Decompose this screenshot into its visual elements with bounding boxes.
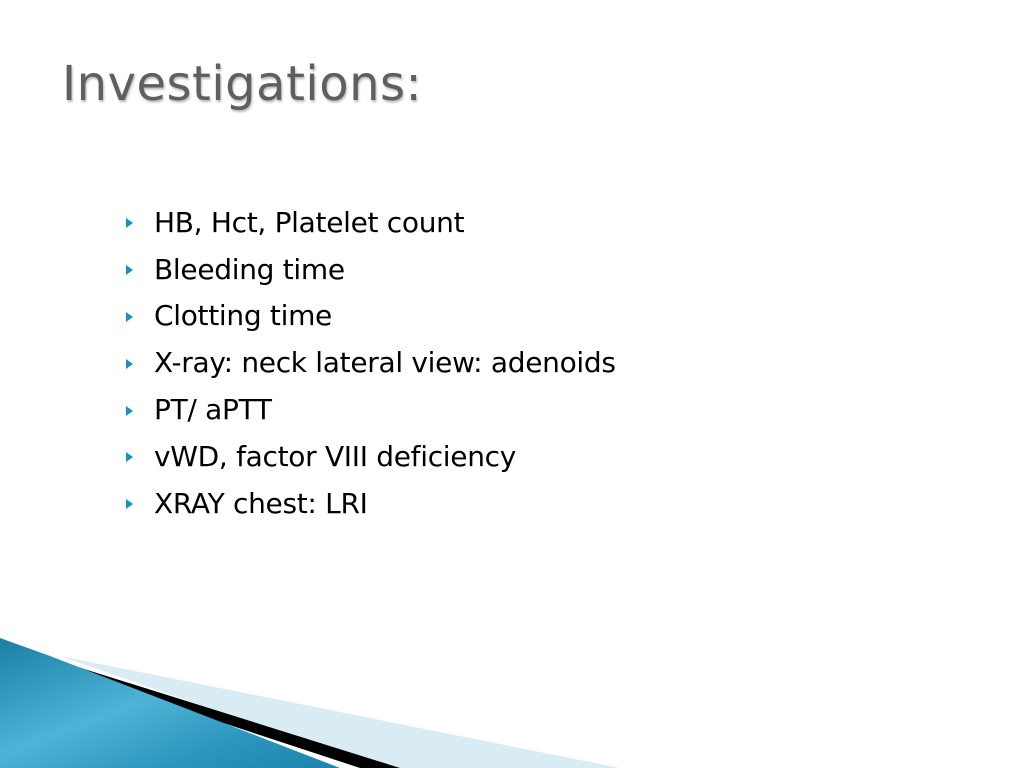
- decorative-wave: [0, 638, 1024, 768]
- list-item: [126, 386, 616, 433]
- list-item: [126, 433, 616, 480]
- triangle-right-icon: [126, 406, 133, 416]
- triangle-right-icon: [126, 359, 133, 369]
- bullet-text: PT/ aPTT: [154, 393, 272, 427]
- bullet-text: vWD, factor VIII deficiency: [154, 439, 517, 473]
- slide-title: Investigations:: [62, 56, 423, 112]
- triangle-right-icon: [126, 452, 133, 462]
- bullet-text: XRAY chest: LRI: [154, 486, 368, 520]
- list-item: [126, 339, 616, 386]
- bullet-text: HB, Hct, Platelet count: [154, 205, 465, 239]
- triangle-right-icon: [126, 499, 133, 509]
- triangle-right-icon: [126, 312, 133, 322]
- list-item: [126, 480, 616, 527]
- bullet-text: Bleeding time: [154, 252, 345, 286]
- triangle-right-icon: [126, 218, 133, 228]
- list-item: [126, 293, 616, 340]
- list-item: [126, 199, 616, 246]
- bullet-text: X-ray: neck lateral view: adenoids: [154, 346, 616, 380]
- triangle-right-icon: [126, 265, 133, 275]
- list-item: [126, 246, 616, 293]
- bullet-text: Clotting time: [154, 299, 332, 333]
- bullet-list: [126, 199, 616, 527]
